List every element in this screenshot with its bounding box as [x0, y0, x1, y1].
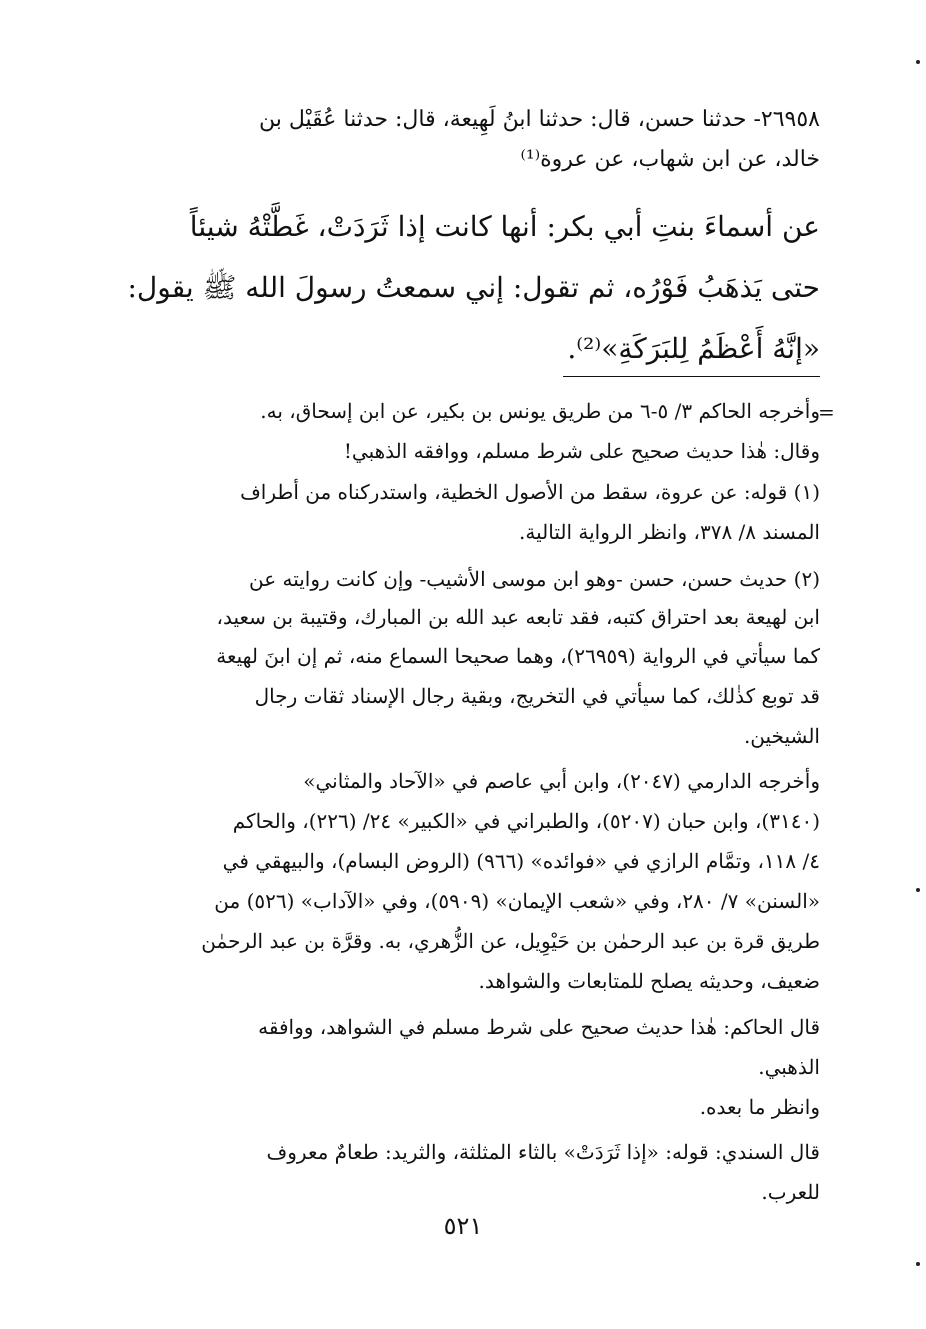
- footnote-line: قال الحاكم: هٰذا حديث صحيح على شرط مسلم في الشواهد، ووافقه: [258, 1015, 820, 1039]
- footnote-line: المسند ٨/ ٣٧٨، وانظر الرواية التالية.: [519, 520, 820, 544]
- hadith-matn-line-3: «إنَّهُ أَعْظَمُ لِلبَرَكَةِ»⁽²⁾.: [567, 332, 820, 365]
- footnote-line: «السنن» ٧/ ٢٨٠، وفي «شعب الإيمان» (٥٩٠٩)، وفي «الآداب» (٥٢٦) من: [214, 889, 820, 913]
- footnote-line: وانظر ما بعده.: [699, 1095, 820, 1119]
- footnote-line: ابن لهيعة بعد احتراق كتبه، فقد تابعه عبد الله بن المبارك، وقتيبة بن سعيد،: [216, 605, 820, 629]
- footnote-line: (٣١٤٠)، وابن حبان (٥٢٠٧)، والطبراني في «الكبير» ٢٤/ (٢٢٦)، والحاكم: [232, 809, 820, 833]
- footnote-line: طريق قرة بن عبد الرحمٰن بن حَيْوِيل، عن الزُّهري، به. وقرَّة بن عبد الرحمٰن: [201, 929, 820, 953]
- footnote-line: (١) قوله: عن عروة، سقط من الأصول الخطية، واستدركناه من أطراف: [240, 480, 820, 504]
- footnote-line: الذهبي.: [758, 1055, 820, 1079]
- footnote-continuation-mark: =: [818, 400, 835, 424]
- footnote-line: كما سيأتي في الرواية (٢٦٩٥٩)، وهما صحيحا السماع منه، ثم إن ابنَ لهيعة: [216, 644, 820, 668]
- scan-mark: [916, 888, 920, 892]
- footnote-divider: [563, 376, 820, 377]
- footnote-line: الشيخين.: [743, 724, 820, 748]
- footnote-line: قد توبع كذٰلك، كما سيأتي في التخريج، وبقية رجال الإسناد ثقات رجال: [254, 684, 820, 708]
- hadith-header-line-2: خالد، عن ابن شهاب، عن عروة⁽¹⁾: [520, 147, 820, 172]
- scan-mark: [916, 60, 920, 64]
- footnote-line: للعرب.: [761, 1180, 820, 1204]
- page-number: ٥٢١: [443, 1212, 483, 1240]
- hadith-header-line-1: ٢٦٩٥٨- حدثنا حسن، قال: حدثنا ابنُ لَهِيعة، قال: حدثنا عُقَيْل بن: [258, 107, 820, 132]
- footnote-line: (٢) حديث حسن، حسن -وهو ابن موسى الأشيب- وإن كانت روايته عن: [248, 567, 820, 591]
- hadith-matn-line-2: حتى يَذهَبُ فَوْرُه، ثم تقول: إني سمعتُ رسولَ الله ﷺ يقول:: [127, 271, 820, 304]
- hadith-matn-line-1: عن أسماءَ بنتِ أبي بكر: أنها كانت إذا ثَرَدَتْ، غَطَّتْهُ شيئاً: [189, 210, 820, 243]
- footnote-line: وأخرجه الدارمي (٢٠٤٧)، وابن أبي عاصم في «الآحاد والمثاني»: [303, 769, 820, 793]
- footnote-line: قال السندي: قوله: «إذا ثَرَدَتْ» بالثاء المثلثة، والثريد: طعامٌ معروف: [266, 1140, 820, 1164]
- footnote-line: ٤/ ١١٨، وتمَّام الرازي في «فوائده» (٩٦٦) (الروض البسام)، والبيهقي في: [222, 849, 820, 873]
- footnote-line: ضعيف، وحديثه يصلح للمتابعات والشواهد.: [478, 969, 820, 993]
- footnote-line: وقال: هٰذا حديث صحيح على شرط مسلم، ووافقه الذهبي!: [343, 439, 820, 463]
- scan-mark: [916, 1262, 920, 1266]
- footnote-line: وأخرجه الحاكم ٣/ ٥-٦ من طريق يونس بن بكير، عن ابن إسحاق، به.: [260, 399, 820, 423]
